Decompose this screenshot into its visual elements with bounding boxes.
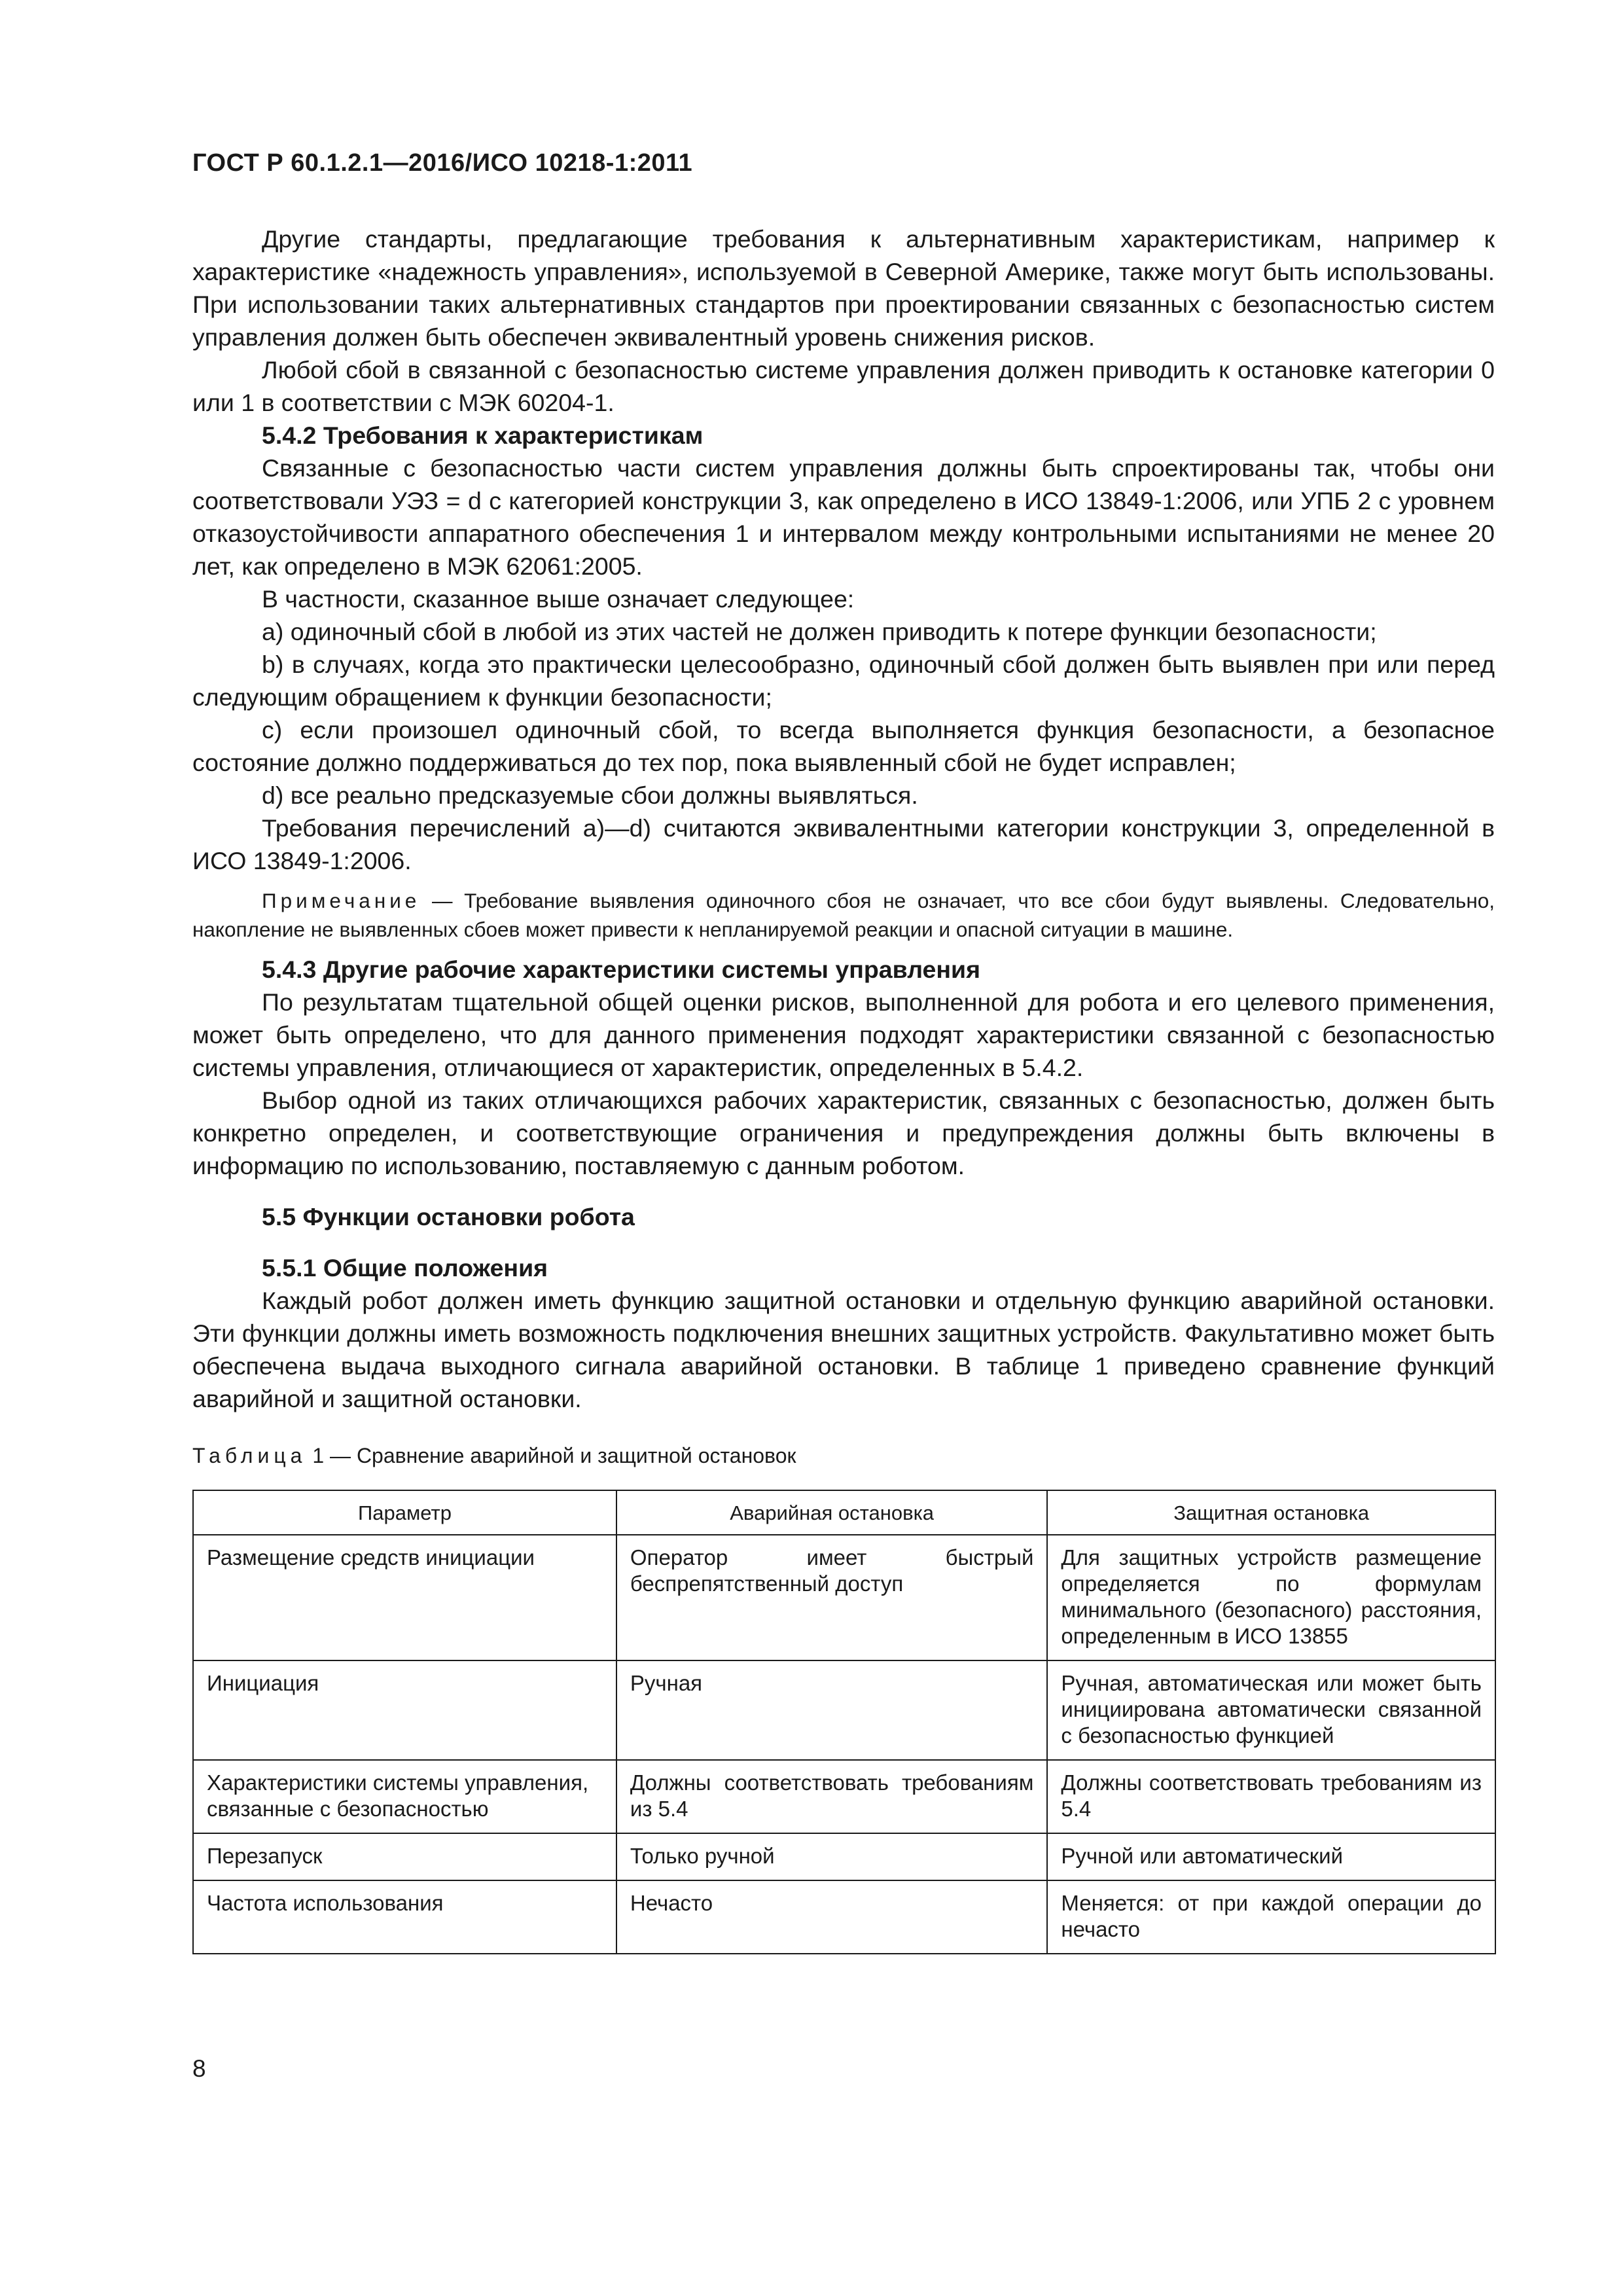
table-cell: Размещение средств инициации: [193, 1535, 616, 1660]
table-cell: Ручной или автоматический: [1047, 1833, 1495, 1880]
table-cell: Ручная, автоматическая или может быть инициирована автоматически связанной с безопасностью функцией: [1047, 1660, 1495, 1760]
table-row: [193, 1833, 1495, 1880]
paragraph: Выбор одной из таких отличающихся рабочих характеристик, связанных с безопасностью, должен быть конкретно определен, и соответствующие ограничения и предупреждения должны быть включены в информацию по использованию, поставляемую с данным роботом.: [192, 1086, 1495, 1179]
table-cell: Только ручной: [616, 1833, 1048, 1880]
note: [192, 886, 1495, 944]
table-cell: Частота использования: [193, 1880, 616, 1954]
table-cell: Инициация: [193, 1660, 616, 1760]
table-row: [193, 1660, 1495, 1760]
table-row: [193, 1535, 1495, 1660]
table-caption-text: 1 — Сравнение аварийной и защитной остановок: [306, 1444, 796, 1467]
table-cell: Меняется: от при каждой операции до нечасто: [1047, 1880, 1495, 1954]
table-header-cell: Параметр: [193, 1490, 616, 1535]
table-cell: Должны соответствовать требованиям из 5.4: [616, 1760, 1048, 1833]
paragraph: В частности, сказанное выше означает следующее:: [262, 585, 855, 613]
list-item: b) в случаях, когда это практически целесообразно, одиночный сбой должен быть выявлен при или перед следующим обращением к функции безопасности;: [192, 651, 1495, 711]
table-cell: Нечасто: [616, 1880, 1048, 1954]
table-cell: Характеристики системы управления, связанные с безопасностью: [193, 1760, 616, 1833]
table-cell: Ручная: [616, 1660, 1048, 1760]
note-label: Примечание: [262, 889, 421, 912]
section-heading-5-5-1: 5.5.1 Общие положения: [262, 1254, 548, 1282]
table-header-row: [193, 1490, 1495, 1535]
paragraph: Требования перечислений а)—d) считаются эквивалентными категории конструкции 3, определенной в ИСО 13849-1:2006.: [192, 814, 1495, 874]
list-item: c) если произошел одиночный сбой, то всегда выполняется функция безопасности, а безопасное состояние должно поддерживаться до тех пор, пока выявленный сбой не будет исправлен;: [192, 716, 1495, 776]
page-number: 8: [192, 2055, 206, 2082]
paragraph: Любой сбой в связанной с безопасностью системе управления должен приводить к остановке категории 0 или 1 в соответствии с МЭК 60204-1.: [192, 356, 1495, 416]
table-cell: Перезапуск: [193, 1833, 616, 1880]
table-cell: Оператор имеет быстрый беспрепятственный доступ: [616, 1535, 1048, 1660]
paragraph: Другие стандарты, предлагающие требования к альтернативным характеристикам, например к характеристике «надежность управления», используемой в Северной Америке, также могут быть использованы. При использовании таких альтернативных стандартов при проектировании связанных с безопасностью систем управления должен быть обеспечен эквивалентный уровень снижения рисков.: [192, 225, 1495, 351]
table-header-cell: Аварийная остановка: [616, 1490, 1048, 1535]
table-caption: [192, 1441, 1495, 1470]
paragraph: По результатам тщательной общей оценки рисков, выполненной для робота и его целевого применения, может быть определено, что для данного применения подходят характеристики связанной с безопасностью системы управления, отличающиеся от характеристик, определенных в 5.4.2.: [192, 988, 1495, 1081]
document-body: [192, 223, 1495, 1954]
list-item: d) все реально предсказуемые сбои должны выявляться.: [262, 781, 918, 809]
section-heading-5-4-2: 5.4.2 Требования к характеристикам: [262, 422, 704, 449]
table-row: [193, 1880, 1495, 1954]
table-row: [193, 1760, 1495, 1833]
note-text: — Требование выявления одиночного сбоя не означает, что все сбои будут выявлены. Следовательно, накопление не выявленных сбоев может привести к непланируемой реакции и опасной ситуации в машине.: [192, 889, 1495, 941]
section-heading-5-4-3: 5.4.3 Другие рабочие характеристики системы управления: [262, 956, 980, 983]
table-cell: Для защитных устройств размещение определяется по формулам минимального (безопасного) расстояния, определенным в ИСО 13855: [1047, 1535, 1495, 1660]
section-heading-5-5: 5.5 Функции остановки робота: [262, 1203, 635, 1230]
paragraph: Каждый робот должен иметь функцию защитной остановки и отдельную функцию аварийной остановки. Эти функции должны иметь возможность подключения внешних защитных устройств. Факультативно может быть обеспечена выдача выходного сигнала аварийной остановки. В таблице 1 приведено сравнение функций аварийной и защитной остановки.: [192, 1287, 1495, 1412]
table-header-cell: Защитная остановка: [1047, 1490, 1495, 1535]
table-cell: Должны соответствовать требованиям из 5.4: [1047, 1760, 1495, 1833]
comparison-table: [192, 1490, 1496, 1954]
document-header: ГОСТ Р 60.1.2.1—2016/ИСО 10218-1:2011: [192, 149, 693, 177]
table-caption-label: Таблица: [192, 1444, 307, 1467]
list-item: a) одиночный сбой в любой из этих частей не должен приводить к потере функции безопасности;: [262, 618, 1377, 645]
paragraph: Связанные с безопасностью части систем управления должны быть спроектированы так, чтобы они соответствовали УЭЗ = d с категорией конструкции 3, как определено в ИСО 13849-1:2006, или УПБ 2 с уровнем отказоустойчивости аппаратного обеспечения 1 и интервалом между контрольными испытаниями не менее 20 лет, как определено в МЭК 62061:2005.: [192, 454, 1495, 580]
